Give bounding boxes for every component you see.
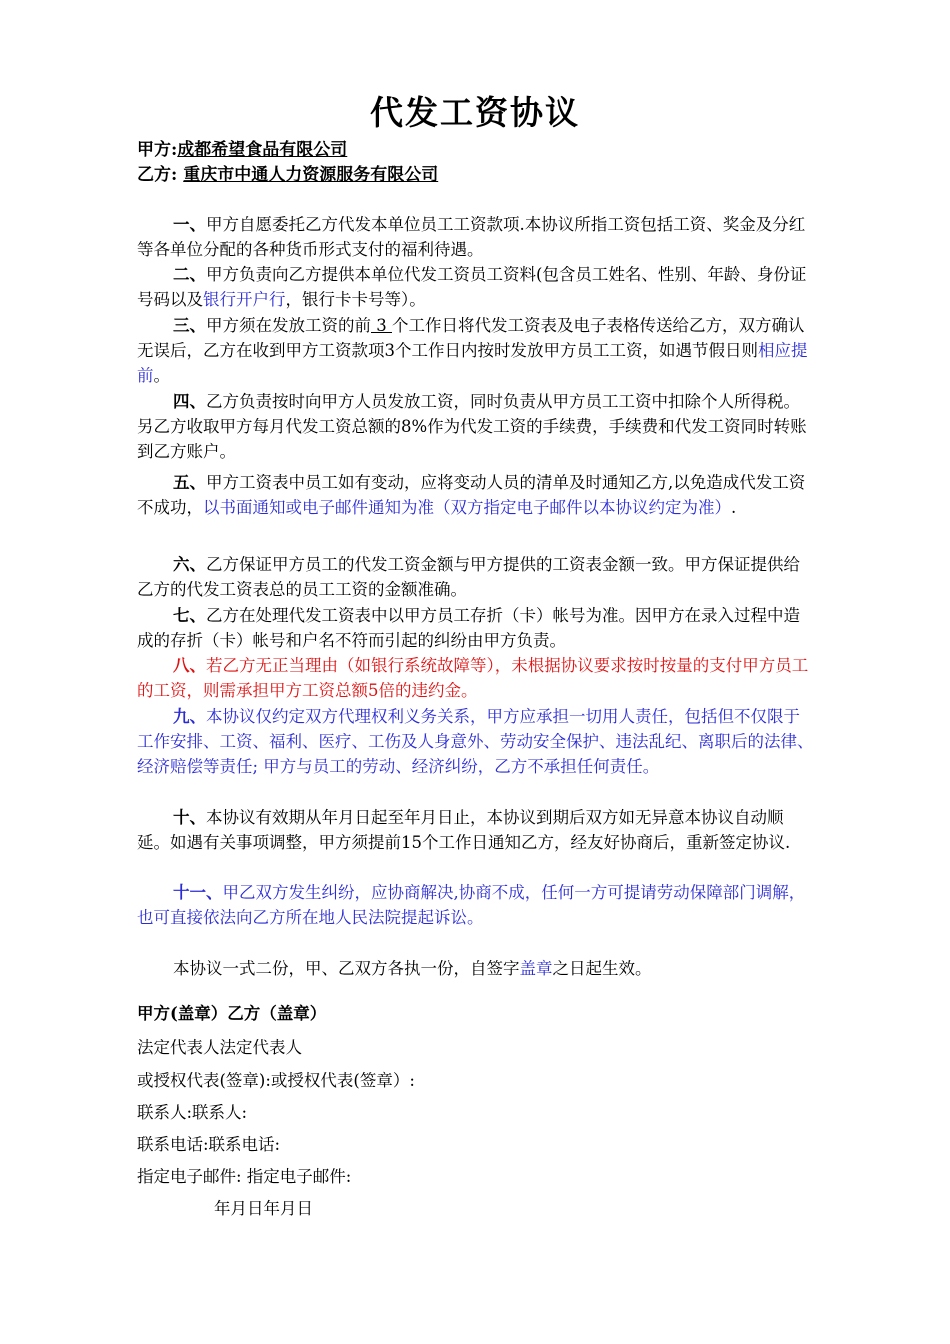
party-a-label: 甲方: — [137, 140, 178, 160]
signature-rep-line: 法定代表人法定代表人 — [137, 1038, 302, 1057]
party-b-label: 乙方: — [137, 165, 178, 185]
clause-7-num: 七、 — [173, 606, 206, 625]
clause-3 — [137, 313, 815, 388]
party-a-name: 成都希望食品有限公司 — [177, 140, 348, 160]
party-a — [137, 138, 347, 162]
signature-seal-line: 甲方(盖章）乙方（盖章） — [137, 1004, 327, 1023]
closing-clause — [137, 956, 815, 981]
document-title: 代发工资协议 — [370, 93, 580, 132]
clause-3-highlight: 相应提前 — [137, 341, 808, 385]
clause-6-text: 乙方保证甲方员工的代发工资金额与甲方提供的工资表金额一致。甲方保证提供给乙方的代发工资表总的员工工资的金额准确。 — [137, 555, 800, 599]
clause-2-text-end: ，银行卡卡号等）。 — [285, 290, 426, 309]
clause-5 — [137, 470, 815, 520]
clause-11-num: 十一、 — [173, 883, 223, 902]
clause-4-num: 四、 — [173, 392, 206, 411]
clause-8 — [137, 653, 815, 703]
closing-highlight: 盖章 — [519, 959, 553, 978]
clause-9-text: 本协议仅约定双方代理权利义务关系，甲方应承担一切用人责任，包括但不仅限于工作安排、工资、福利、医疗、工伤及人身意外、劳动安全保护、违法乱纪、离职后的法律、经济赔偿等责任; 甲方与员工的劳动、经济纠纷，乙方不承担任何责任。 — [137, 707, 814, 776]
signature-phone-line: 联系电话:联系电话: — [137, 1135, 281, 1154]
closing-text-end: 之日起生效。 — [552, 959, 652, 978]
clause-3-text-mid: 个工作日将代发工资表及电子表格传送给乙方，双方确认无误后，乙方在收到甲方工资款项3个工作日内按时发放甲方员工工资，如遇节假日则 — [137, 316, 805, 360]
clause-1-text: 甲方自愿委托乙方代发本单位员工工资款项.本协议所指工资包括工资、奖金及分红等各单位分配的各种货币形式支付的福利待遇。 — [137, 215, 806, 259]
clause-2 — [137, 262, 815, 312]
clause-10-text: 本协议有效期从年月日起至年月日止，本协议到期后双方如无异意本协议自动顺延。如遇有关事项调整，甲方须提前15个工作日通知乙方，经友好协商后，重新签定协议. — [137, 808, 791, 852]
signature-contact-line: 联系人:联系人: — [137, 1103, 248, 1122]
party-b-name: 重庆市中通人力资源服务有限公司 — [183, 165, 439, 185]
clause-11-text: 甲乙双方发生纠纷，应协商解决,协商不成，任何一方可提请劳动保障部门调解，也可直接依法向乙方所在地人民法院提起诉讼。 — [137, 883, 806, 927]
clause-9-num: 九、 — [173, 707, 206, 726]
clause-2-highlight: 银行开户行 — [203, 290, 286, 309]
closing-text: 本协议一式二份，甲、乙双方各执一份，自签字 — [173, 959, 520, 978]
clause-3-days: 3 — [371, 316, 392, 335]
clause-8-text: 若乙方无正当理由（如银行系统故障等），未根据协议要求按时按量的支付甲方员工的工资，则需承担甲方工资总额5倍的违约金。 — [137, 656, 809, 700]
clause-2-num: 二、 — [173, 265, 206, 284]
clause-7 — [137, 603, 815, 653]
clause-9 — [137, 704, 815, 779]
clause-6-num: 六、 — [173, 555, 206, 574]
clause-5-highlight: 以书面通知或电子邮件通知为准（双方指定电子邮件以本协议约定为准） — [203, 498, 731, 517]
clause-5-text-end: . — [731, 498, 737, 517]
clause-7-text: 乙方在处理代发工资表中以甲方员工存折（卡）帐号为准。因甲方在录入过程中造成的存折（卡）帐号和户名不符而引起的纠纷由甲方负责。 — [137, 606, 800, 650]
signature-auth-line: 或授权代表(签章):或授权代表(签章）: — [137, 1071, 415, 1090]
clause-8-num: 八、 — [173, 656, 206, 675]
clause-2-text: 甲方负责向乙方提供本单位代发工资员工资料(包含员工姓名、性别、年龄、身份证号码以及 — [137, 265, 807, 309]
clause-3-text: 甲方须在发放工资的前 — [206, 316, 371, 335]
clause-10-num: 十、 — [173, 808, 206, 827]
clause-10 — [137, 805, 815, 855]
clause-11 — [137, 880, 815, 930]
clause-1 — [137, 212, 815, 262]
signature-date-line: 年月日年月日 — [214, 1199, 313, 1218]
clause-6 — [137, 552, 815, 602]
signature-email-line: 指定电子邮件: 指定电子邮件: — [137, 1167, 352, 1186]
party-b — [137, 163, 438, 187]
clause-1-num: 一、 — [173, 215, 206, 234]
clause-3-text-end: 。 — [153, 366, 170, 385]
clause-5-text: 甲方工资表中员工如有变动，应将变动人员的清单及时通知乙方,以免造成代发工资不成功， — [137, 473, 806, 517]
clause-3-num: 三、 — [173, 316, 206, 335]
clause-4 — [137, 389, 815, 464]
clause-4-text: 乙方负责按时向甲方人员发放工资，同时负责从甲方员工工资中扣除个人所得税。另乙方收取甲方每月代发工资总额的8%作为代发工资的手续费，手续费和代发工资同时转账到乙方账户。 — [137, 392, 807, 461]
clause-5-num: 五、 — [173, 473, 206, 492]
